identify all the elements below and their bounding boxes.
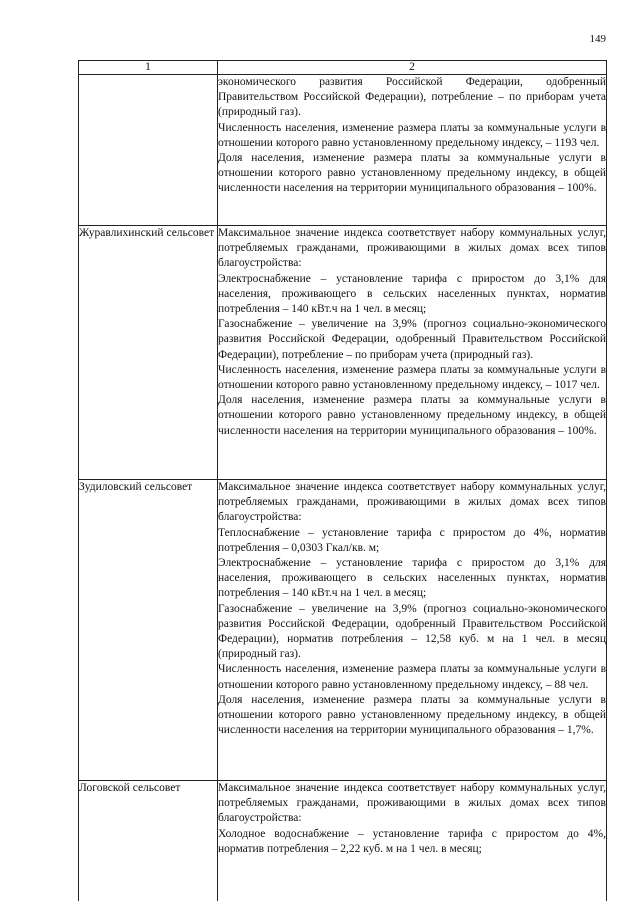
municipality-cell [79,75,218,226]
description-cell [218,781,607,902]
paragraph: Доля населения, изменение размера платы за коммунальные услуги в отношении которого равно установленному предельному индексу, в общей численности населения на территории муниципального образования – 1,7%. [218,693,606,737]
municipality-cell: Журавлихинский сельсовет [79,226,218,480]
paragraph: Электроснабжение – установление тарифа с приростом до 3,1% для населения, проживающего в сельских населенных пунктах, норматив потребления – 140 кВт.ч на 1 чел. в месяц; [218,272,606,316]
paragraph: Доля населения, изменение размера платы за коммунальные услуги в отношении которого равно установленному предельному индексу, в общей численности населения на территории муниципального образования – 100%. [218,394,606,437]
table-row [79,781,607,902]
description-cell [218,226,607,480]
paragraph: экономического развития Российской Федерации, одобренный Правительством Российской Федерации), потребление – по приборам учета (природный газ). [218,76,606,119]
paragraph: Теплоснабжение – установление тарифа с приростом до 4%, норматив потребления – 0,0303 Гкал/кв. м; [218,526,606,554]
column-header-2: 2 [218,61,607,75]
column-header-1: 1 [79,61,218,75]
page-number: 149 [589,33,606,45]
table-row [79,480,607,781]
paragraph: Доля населения, изменение размера платы за коммунальные услуги в отношении которого равно установленному предельному индексу, в общей численности населения на территории муниципального образования – 100%. [218,152,606,195]
paragraph: Холодное водоснабжение – установление тарифа с приростом до 4%, норматив потребления – 2,22 куб. м на 1 чел. в месяц; [218,827,606,855]
table-row [79,226,607,480]
paragraph: Численность населения, изменение размера платы за коммунальные услуги в отношении которого равно установленному предельному индексу, – 88 чел. [218,663,606,691]
tariff-table [78,60,607,901]
paragraph: Электроснабжение – установление тарифа с приростом до 3,1% для населения, проживающего в сельских населенных пунктах, норматив потребления – 140 кВт.ч на 1 чел. в месяц; [218,557,606,600]
paragraph: Газоснабжение – увеличение на 3,9% (прогноз социально-экономического развития Российской Федерации, одобренный Правительством Российской Федерации), норматив потребления – 12,58 куб. м на 1 чел. в месяц (природный газ). [218,602,606,661]
description-cell [218,480,607,781]
municipality-cell: Зудиловский сельсовет [79,480,218,781]
table-header-row [79,61,607,75]
municipality-cell: Логовской сельсовет [79,781,218,902]
paragraph: Максимальное значение индекса соответствует набору коммунальных услуг, потребляемых гражданами, проживающими в жилых домах всех типов благоустройства: [218,782,606,825]
paragraph: Газоснабжение – увеличение на 3,9% (прогноз социально-экономического развития Российской Федерации, одобренный Правительством Российской Федерации), потребление – по приборам учета (природный газ). [218,318,606,361]
paragraph: Максимальное значение индекса соответствует набору коммунальных услуг, потребляемых гражданами, проживающими в жилых домах всех типов благоустройства: [218,481,606,524]
description-cell [218,75,607,226]
paragraph: Максимальное значение индекса соответствует набору коммунальных услуг, потребляемых гражданами, проживающими в жилых домах всех типов благоустройства: [218,227,606,270]
table-row [79,75,607,226]
paragraph: Численность населения, изменение размера платы за коммунальные услуги в отношении которого равно установленному предельному индексу, – 1017 чел. [218,363,606,392]
paragraph: Численность населения, изменение размера платы за коммунальные услуги в отношении которого равно установленному предельному индексу, – 1193 чел. [218,121,606,149]
